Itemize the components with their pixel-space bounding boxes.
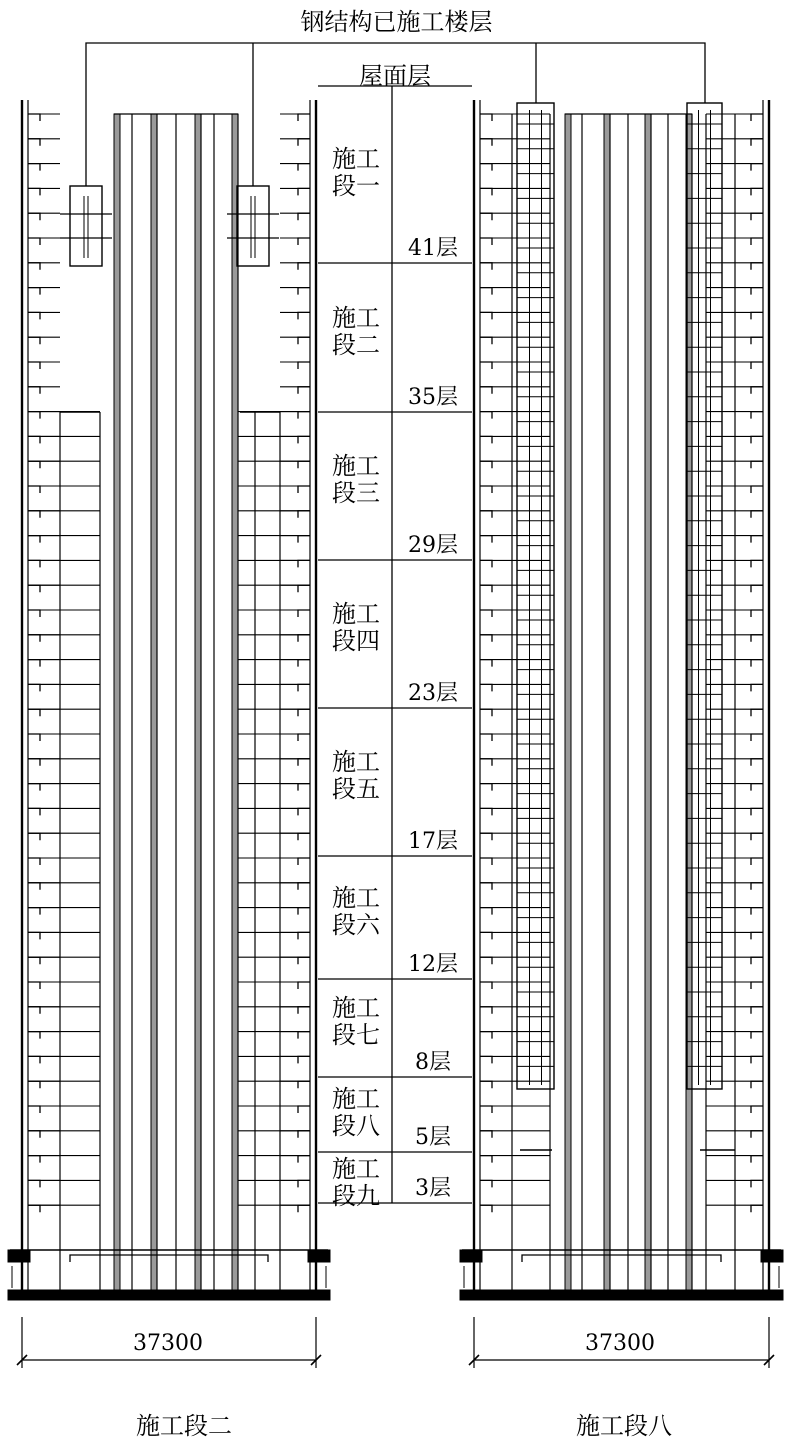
floor-beam [298,1032,310,1039]
floor-beam [480,660,492,667]
floor-beam [298,1106,310,1113]
floor-beam [298,908,310,915]
core-column [151,114,157,1293]
foundation-slab [460,1290,783,1300]
floor-beam [28,436,40,443]
floor-beam [751,312,763,319]
stage-name-line2: 段一 [332,172,380,200]
floor-beam [298,312,310,319]
foundation-block [8,1250,30,1262]
stage-name-line2: 段四 [332,627,380,655]
floor-beam [480,213,492,220]
tower-crane-mast [237,186,269,266]
stage-floor-level: 17层 [408,829,458,854]
floor-beam [28,412,40,419]
core-column [114,114,120,1293]
floor-beam [298,288,310,295]
floor-beam [28,188,40,195]
left-tower-dimension: 37300 [133,1331,203,1356]
floor-beam [751,1205,763,1212]
floor-beam [480,536,492,543]
floor-beam [480,164,492,171]
floor-beam [298,784,310,791]
floor-beam [480,784,492,791]
floor-beam [28,734,40,741]
core-column [232,114,238,1293]
floor-beam [298,1131,310,1138]
floor-beam [298,585,310,592]
floor-beam [298,560,310,567]
floor-beam [751,461,763,468]
floor-beam [751,883,763,890]
floor-beam [298,387,310,394]
floor-beam [28,1205,40,1212]
floor-beam [751,164,763,171]
floor-beam [480,1106,492,1113]
stage-name-line2: 段六 [332,910,380,939]
floor-beam [480,312,492,319]
stage-name-line2: 段八 [332,1111,380,1140]
floor-beam [28,1032,40,1039]
floor-beam [298,213,310,220]
floor-beam [28,337,40,344]
floor-beam [298,932,310,939]
floor-beam [28,288,40,295]
foundation-slab [8,1290,330,1300]
floor-beam [480,1156,492,1163]
stage-name-line2: 段三 [332,479,380,507]
floor-beam [298,139,310,146]
floor-beam [480,511,492,518]
floor-beam [751,808,763,815]
foundation-block [761,1250,783,1262]
floor-beam [751,1056,763,1063]
floor-beam [751,957,763,964]
floor-beam [298,164,310,171]
floor-beam [751,387,763,394]
floor-beam [28,312,40,319]
floor-beam [480,808,492,815]
floor-beam [28,1131,40,1138]
floor-beam [28,982,40,989]
floor-beam [298,635,310,642]
floor-beam [28,833,40,840]
floor-beam [298,610,310,617]
floor-beam [751,114,763,121]
core-column [645,114,651,1293]
stage-name-line1: 施工 [332,883,380,912]
floor-beam [751,1180,763,1187]
floor-beam [298,1205,310,1212]
stage-name-line1: 施工 [332,1155,380,1183]
floor-beam [751,660,763,667]
floor-beam [480,883,492,890]
stage-floor-level: 5层 [415,1125,451,1150]
floor-beam [28,660,40,667]
floor-beam [298,709,310,716]
floor-beam [298,238,310,245]
right-tower-elevation [460,100,783,1300]
floor-beam [751,1156,763,1163]
floor-beam [480,362,492,369]
floor-beam [28,1007,40,1014]
floor-beam [480,486,492,493]
floor-beam [751,1131,763,1138]
floor-beam [480,1131,492,1138]
floor-beam [480,1032,492,1039]
floor-beam [751,188,763,195]
floor-beam [298,263,310,270]
floor-beam [480,858,492,865]
floor-beam [480,114,492,121]
floor-beam [480,1007,492,1014]
tower-crane-mast [517,103,554,1089]
floor-beam [28,684,40,691]
foundation-block [308,1250,330,1262]
floor-beam [751,784,763,791]
stage-name-line2: 段九 [332,1182,380,1210]
floor-beam [28,585,40,592]
floor-beam [28,1106,40,1113]
floor-beam [480,238,492,245]
floor-beam [28,808,40,815]
core-column [565,114,571,1293]
floor-beam [28,610,40,617]
floor-beam [28,709,40,716]
floor-beam [480,387,492,394]
floor-beam [298,362,310,369]
core-column [604,114,610,1293]
floor-beam [751,932,763,939]
floor-beam [751,1081,763,1088]
floor-beam [480,734,492,741]
diagram-title: 钢结构已施工楼层 [300,8,493,36]
floor-beam [480,833,492,840]
floor-beam [28,536,40,543]
floor-beam [28,908,40,915]
stage-floor-level: 8层 [415,1050,451,1075]
floor-beam [298,114,310,121]
floor-beam [28,1180,40,1187]
floor-beam [28,759,40,766]
stage-name-line2: 段二 [332,330,380,359]
floor-beam [751,412,763,419]
floor-beam [751,1007,763,1014]
floor-beam [751,1106,763,1113]
floor-beam [751,288,763,295]
floor-beam [480,436,492,443]
stage-name-line1: 施工 [332,303,380,332]
floor-beam [298,412,310,419]
floor-beam [480,263,492,270]
stage-floor-level: 12层 [408,952,458,977]
floor-beam [28,511,40,518]
floor-beam [480,288,492,295]
floor-beam [751,362,763,369]
floor-beam [751,337,763,344]
floor-beam [28,238,40,245]
stage-name-line1: 施工 [332,145,380,173]
floor-beam [28,957,40,964]
floor-beam [751,560,763,567]
floor-beam [28,461,40,468]
stage-name-line2: 段七 [332,1021,380,1049]
floor-beam [298,188,310,195]
floor-beam [480,412,492,419]
floor-beam [751,759,763,766]
floor-beam [298,486,310,493]
floor-beam [298,734,310,741]
floor-beam [28,1081,40,1088]
floor-beam [751,1032,763,1039]
floor-beam [28,635,40,642]
floor-beam [28,784,40,791]
floor-beam [751,238,763,245]
stage-name-line1: 施工 [332,600,380,628]
floor-beam [480,610,492,617]
floor-beam [298,337,310,344]
floor-beam [751,139,763,146]
floor-beam [480,1081,492,1088]
right-tower-dimension: 37300 [585,1331,655,1356]
stage-floor-level: 29层 [408,533,458,558]
floor-beam [480,635,492,642]
floor-beam [480,957,492,964]
floor-beam [751,213,763,220]
foundation-block [460,1250,482,1262]
floor-beam [298,436,310,443]
floor-beam [751,263,763,270]
floor-beam [298,660,310,667]
floor-beam [751,635,763,642]
stage-name-line1: 施工 [332,994,380,1022]
floor-beam [28,932,40,939]
floor-beam [480,684,492,691]
floor-beam [480,139,492,146]
stage-floor-level: 35层 [408,385,458,410]
floor-beam [480,337,492,344]
stage-floor-level: 3层 [415,1176,451,1201]
floor-beam [298,957,310,964]
floor-beam [751,982,763,989]
floor-beam [751,436,763,443]
left-tower-elevation [8,100,330,1300]
floor-beam [28,387,40,394]
floor-beam [751,486,763,493]
floor-beam [298,982,310,989]
floor-beam [480,1056,492,1063]
floor-beam [480,585,492,592]
stage-name-line1: 施工 [332,748,380,776]
floor-beam [480,759,492,766]
floor-beam [298,883,310,890]
floor-beam [480,908,492,915]
floor-beam [298,858,310,865]
floor-beam [28,114,40,121]
floor-beam [480,461,492,468]
floor-beam [28,883,40,890]
right-tower-caption: 施工段八 [576,1412,672,1440]
floor-beam [28,213,40,220]
floor-beam [751,858,763,865]
stage-name-line1: 施工 [332,452,380,480]
floor-beam [298,536,310,543]
floor-beam [751,585,763,592]
floor-beam [751,833,763,840]
stage-floor-level: 41层 [408,236,458,261]
floor-beam [751,511,763,518]
roof-level-label: 屋面层 [359,62,431,90]
floor-beam [480,1180,492,1187]
floor-beam [298,1007,310,1014]
floor-beam [298,1056,310,1063]
floor-beam [751,684,763,691]
floor-beam [751,610,763,617]
floor-beam [28,362,40,369]
floor-beam [28,1056,40,1063]
floor-beam [480,932,492,939]
floor-beam [298,759,310,766]
floor-beam [480,560,492,567]
floor-beam [28,486,40,493]
floor-beam [298,833,310,840]
floor-beam [298,1156,310,1163]
floor-beam [751,734,763,741]
stage-name-line2: 段五 [332,775,380,803]
floor-beam [28,139,40,146]
floor-beam [480,188,492,195]
floor-beam [751,709,763,716]
floor-beam [298,511,310,518]
tower-crane-mast [70,186,102,266]
left-tower-caption: 施工段二 [136,1412,232,1440]
floor-beam [298,1180,310,1187]
floor-beam [298,684,310,691]
floor-beam [28,858,40,865]
floor-beam [28,560,40,567]
floor-beam [480,709,492,716]
floor-beam [298,808,310,815]
floor-beam [28,263,40,270]
floor-beam [751,536,763,543]
floor-beam [751,908,763,915]
stage-floor-level: 23层 [408,681,458,706]
stage-name-line1: 施工 [332,1084,380,1113]
floor-beam [480,1205,492,1212]
floor-beam [480,982,492,989]
floor-beam [298,461,310,468]
floor-beam [28,1156,40,1163]
floor-beam [298,1081,310,1088]
core-column [195,114,201,1293]
floor-beam [28,164,40,171]
